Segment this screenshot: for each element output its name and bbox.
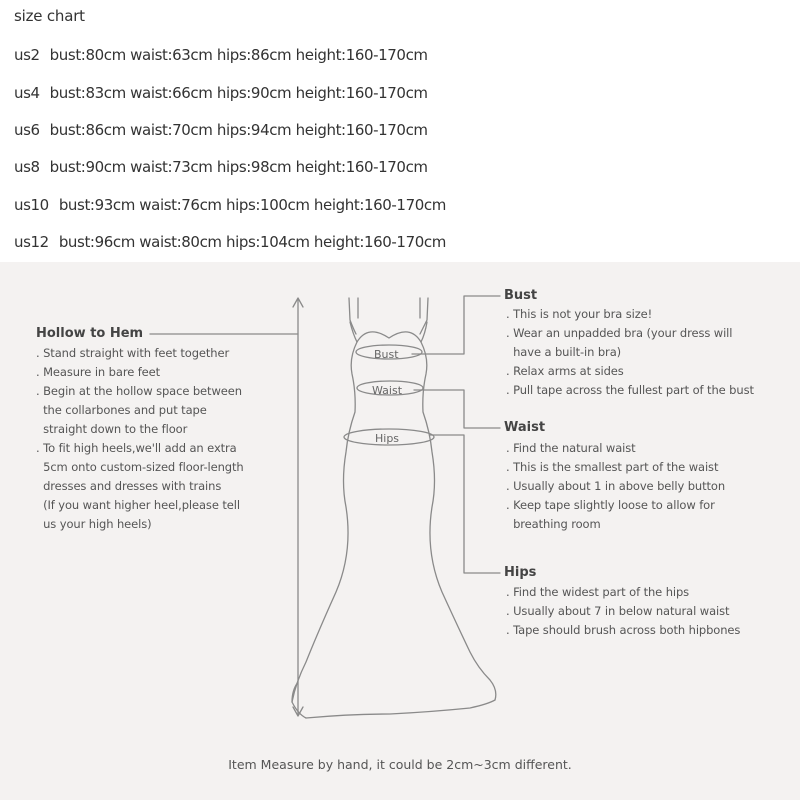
size-label: us4 bbox=[14, 84, 40, 102]
size-measurements: bust:83cm waist:66cm hips:90cm height:160-170cm bbox=[49, 84, 428, 102]
size-row bbox=[14, 158, 428, 176]
waist-note: . Find the natural waist bbox=[506, 441, 636, 455]
hollow-to-hem-note: dresses and dresses with trains bbox=[36, 479, 222, 493]
size-label: us8 bbox=[14, 158, 40, 176]
dress-label-hips: Hips bbox=[375, 432, 400, 445]
hips-note: . Usually about 7 in below natural waist bbox=[506, 604, 730, 618]
hips-title: Hips bbox=[504, 565, 537, 580]
waist-note: . This is the smallest part of the waist bbox=[506, 460, 719, 474]
dress-label-waist: Waist bbox=[372, 384, 403, 397]
bust-note: have a built-in bra) bbox=[506, 345, 622, 359]
waist-note: . Keep tape slightly loose to allow for bbox=[506, 498, 715, 512]
hollow-to-hem-note: . Measure in bare feet bbox=[36, 365, 161, 379]
size-label: us12 bbox=[14, 233, 49, 251]
size-measurements: bust:93cm waist:76cm hips:100cm height:160-170cm bbox=[58, 196, 446, 214]
dress-diagram bbox=[0, 262, 800, 800]
waist-note: . Usually about 1 in above belly button bbox=[506, 479, 726, 493]
bust-title: Bust bbox=[504, 288, 538, 303]
right-strap bbox=[420, 298, 428, 334]
hips-note: . Tape should brush across both hipbones bbox=[506, 623, 741, 637]
hollow-to-hem-note: straight down to the floor bbox=[36, 422, 188, 436]
size-label: us10 bbox=[14, 196, 49, 214]
size-label: us6 bbox=[14, 121, 40, 139]
bust-note: . Pull tape across the fullest part of the bust bbox=[506, 383, 754, 397]
size-label: us2 bbox=[14, 46, 40, 64]
hollow-to-hem-note: . Begin at the hollow space between bbox=[36, 384, 242, 398]
hollow-to-hem-note: (If you want higher heel,please tell bbox=[36, 498, 240, 512]
bust-note: . This is not your bra size! bbox=[506, 307, 653, 321]
size-row bbox=[14, 233, 446, 251]
size-row bbox=[14, 196, 446, 214]
size-measurements: bust:90cm waist:73cm hips:98cm height:160-170cm bbox=[49, 158, 428, 176]
size-row bbox=[14, 46, 428, 64]
size-chart bbox=[0, 0, 800, 258]
dress-hem bbox=[306, 700, 495, 718]
dress-label-bust: Bust bbox=[374, 348, 399, 361]
hips-note: . Find the widest part of the hips bbox=[506, 585, 690, 599]
waist-title: Waist bbox=[504, 420, 546, 435]
size-row bbox=[14, 84, 428, 102]
bust-note: . Wear an unpadded bra (your dress will bbox=[506, 326, 733, 340]
left-strap bbox=[349, 298, 356, 334]
hips-connector-line bbox=[430, 435, 500, 573]
hollow-to-hem-note: . Stand straight with feet together bbox=[36, 346, 230, 360]
size-measurements: bust:86cm waist:70cm hips:94cm height:160-170cm bbox=[49, 121, 428, 139]
size-measurements: bust:96cm waist:80cm hips:104cm height:160-170cm bbox=[58, 233, 446, 251]
size-row bbox=[14, 121, 428, 139]
size-measurements: bust:80cm waist:63cm hips:86cm height:160-170cm bbox=[49, 46, 428, 64]
measurement-guide-panel bbox=[0, 262, 800, 800]
hollow-to-hem-title: Hollow to Hem bbox=[36, 326, 144, 341]
hollow-to-hem-note: . To fit high heels,we'll add an extra bbox=[36, 441, 237, 455]
hollow-to-hem-note: the collarbones and put tape bbox=[36, 403, 207, 417]
bust-note: . Relax arms at sides bbox=[506, 364, 624, 378]
size-chart-title: size chart bbox=[14, 7, 85, 25]
neckline bbox=[350, 322, 427, 342]
measurement-footnote: Item Measure by hand, it could be 2cm~3cm different. bbox=[228, 757, 572, 772]
dress-left-outline bbox=[292, 342, 357, 718]
hollow-to-hem-note: us your high heels) bbox=[36, 517, 152, 531]
waist-note: breathing room bbox=[506, 517, 601, 531]
dress-right-outline bbox=[421, 342, 496, 700]
hollow-to-hem-note: 5cm onto custom-sized floor-length bbox=[36, 460, 244, 474]
